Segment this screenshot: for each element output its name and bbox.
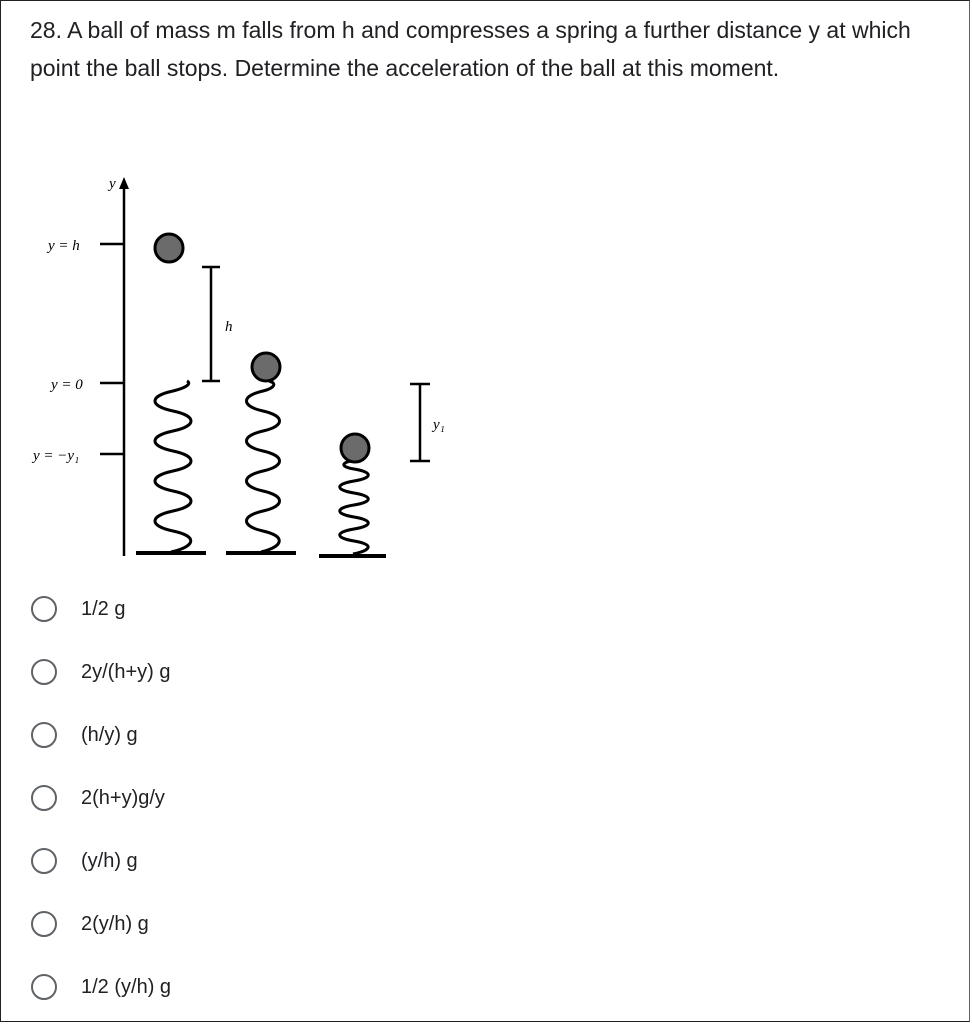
radio-button[interactable] xyxy=(31,596,57,622)
option-label: (h/y) g xyxy=(81,723,138,746)
label-h: h xyxy=(225,319,233,335)
option-4[interactable] xyxy=(31,778,165,818)
question-text: 28. A ball of mass m falls from h and compresses a spring a further distance y at which point the ball stops. Determine the acceleration of the ball at this moment. xyxy=(30,17,911,81)
label-y1: y₁ xyxy=(433,417,445,433)
option-label: (y/h) g xyxy=(81,849,138,872)
option-1[interactable] xyxy=(31,589,125,629)
spring-3 xyxy=(340,461,369,554)
label-y-h: y = h xyxy=(48,238,80,254)
spring-2 xyxy=(247,381,280,552)
option-label: 1/2 g xyxy=(81,597,126,620)
option-label: 2(y/h) g xyxy=(81,912,149,935)
spring-diagram xyxy=(1,161,481,571)
axis-label-y: y xyxy=(109,176,116,192)
option-5[interactable] xyxy=(31,841,138,881)
option-label: 2y/(h+y) g xyxy=(81,660,171,683)
option-label: 2(h+y)g/y xyxy=(81,786,165,809)
label-y-neg: y = −y₁ xyxy=(33,448,80,464)
radio-button[interactable] xyxy=(31,974,57,1000)
ball-3 xyxy=(341,434,369,462)
option-2[interactable] xyxy=(31,652,170,692)
ball-1 xyxy=(155,234,183,262)
option-label: 1/2 (y/h) g xyxy=(81,975,172,998)
option-6[interactable] xyxy=(31,904,149,944)
radio-button[interactable] xyxy=(31,911,57,937)
radio-button[interactable] xyxy=(31,785,57,811)
radio-button[interactable] xyxy=(31,848,57,874)
ball-2 xyxy=(252,353,280,381)
label-y-0: y = 0 xyxy=(51,377,83,393)
option-3[interactable] xyxy=(31,715,138,755)
radio-button[interactable] xyxy=(31,722,57,748)
y-axis-arrow xyxy=(119,177,129,189)
option-7[interactable] xyxy=(31,967,171,1007)
spring-1 xyxy=(155,381,191,552)
radio-button[interactable] xyxy=(31,659,57,685)
